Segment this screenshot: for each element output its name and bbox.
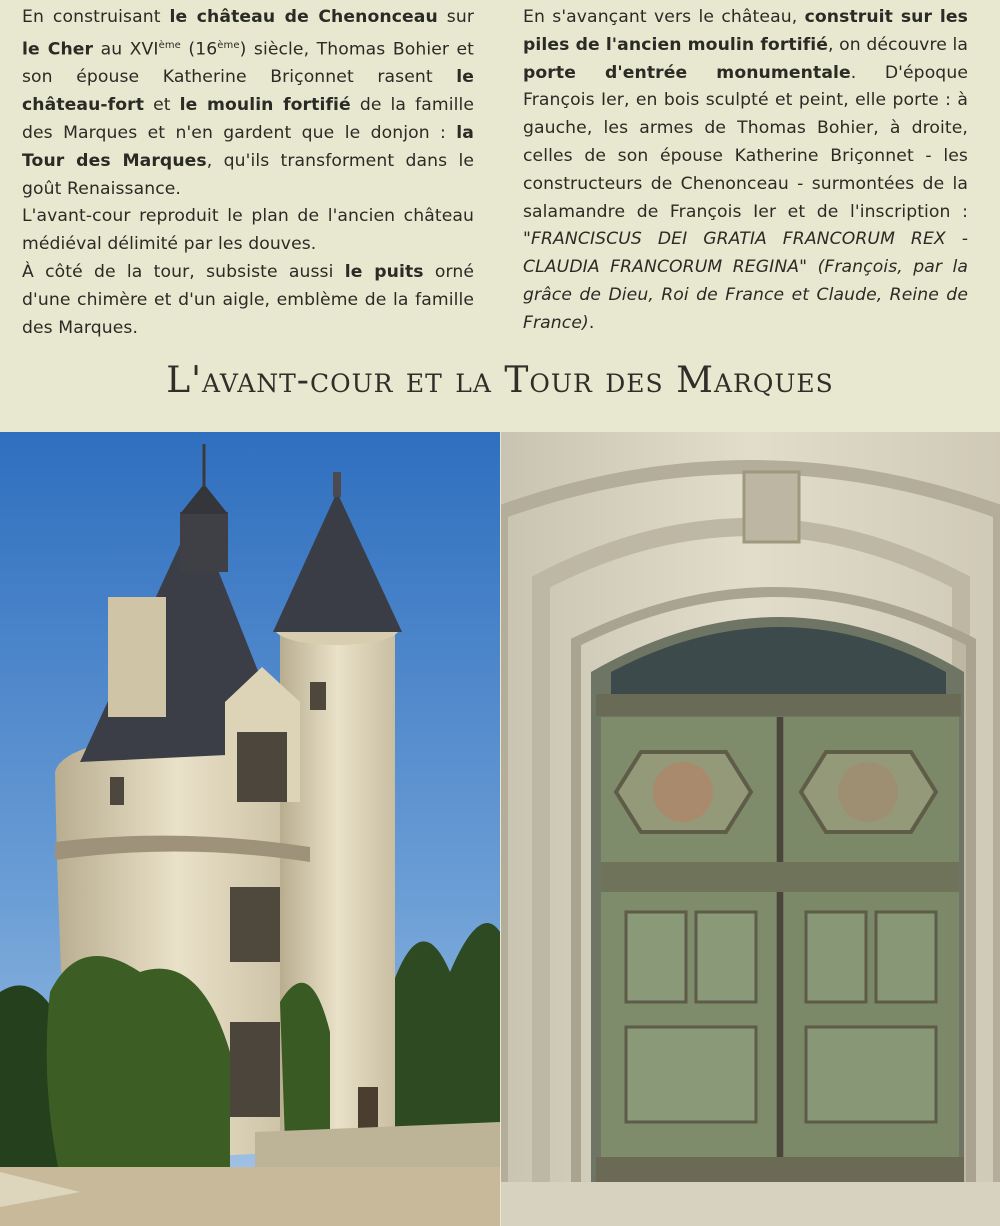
left-text-column bbox=[22, 4, 474, 342]
text-run: au XVI bbox=[93, 39, 159, 60]
text-run: En s'avançant vers le château, bbox=[523, 7, 805, 27]
superscript: ème bbox=[217, 39, 240, 51]
text-run: . D'époque François Ier, en bois sculpté et peint, elle porte : à gauche, les armes de Thomas Bohier, à droite, celles de son épouse Katherine Briçonnet - les constructeurs de Chenonceau - surmontées de la salamandre de François Ier et de l'inscription : bbox=[523, 62, 968, 222]
bold-text: le château de Chenonceau bbox=[169, 7, 438, 27]
text-run: et bbox=[144, 95, 180, 116]
superscript: ème bbox=[158, 39, 181, 51]
section-heading-text: L'avant-cour et la Tour des Marques bbox=[166, 360, 834, 401]
bold-text: porte d'entrée monumentale bbox=[523, 62, 851, 83]
text-run: (16 bbox=[180, 39, 218, 60]
text-run: ) siècle, Thomas Bohier et son épouse Katherine Briçonnet rasent bbox=[22, 39, 475, 88]
text-run: En construisant bbox=[22, 7, 170, 27]
tower-illustration bbox=[0, 432, 500, 1226]
text-run: , qu'ils transforment dans le goût Renaissance. bbox=[22, 150, 474, 199]
bold-text: construit sur les piles de l'ancien moulin fortifié bbox=[523, 7, 968, 55]
text-run: de la famille des Marques et n'en gardent que le donjon : bbox=[22, 95, 475, 143]
paragraph-chateau-history bbox=[22, 4, 474, 203]
bold-text: le château-fort bbox=[22, 67, 474, 116]
paragraph-avant-cour: L'avant-cour reproduit le plan de l'ancien château médiéval délimité par les douves. bbox=[22, 206, 474, 255]
bold-text: la Tour des Marques bbox=[22, 122, 474, 171]
right-text-column bbox=[523, 4, 968, 338]
door-illustration bbox=[501, 432, 1000, 1226]
paragraph-porte bbox=[523, 4, 968, 338]
italic-inscription: "FRANCISCUS DEI GRATIA FRANCORUM REX - CLAUDIA FRANCORUM REGINA" (François, par la grâce de Dieu, Roi de France et Claude, Reine de France) bbox=[523, 229, 968, 333]
text-run: sur bbox=[437, 7, 475, 27]
bold-text: le puits bbox=[344, 261, 424, 282]
text-run: orné d'une chimère et d'un aigle, emblème de la famille des Marques. bbox=[22, 261, 474, 338]
door-photo bbox=[501, 432, 1000, 1226]
text-run: . bbox=[588, 312, 595, 333]
paragraph-puits bbox=[22, 259, 474, 342]
text-run: À côté de la tour, subsiste aussi bbox=[22, 261, 345, 282]
bold-text: le Cher bbox=[22, 39, 94, 60]
tower-photo bbox=[0, 432, 500, 1226]
text-run: , on découvre la bbox=[828, 34, 968, 55]
section-heading bbox=[0, 360, 1000, 401]
bold-text: le moulin fortifié bbox=[179, 95, 351, 116]
